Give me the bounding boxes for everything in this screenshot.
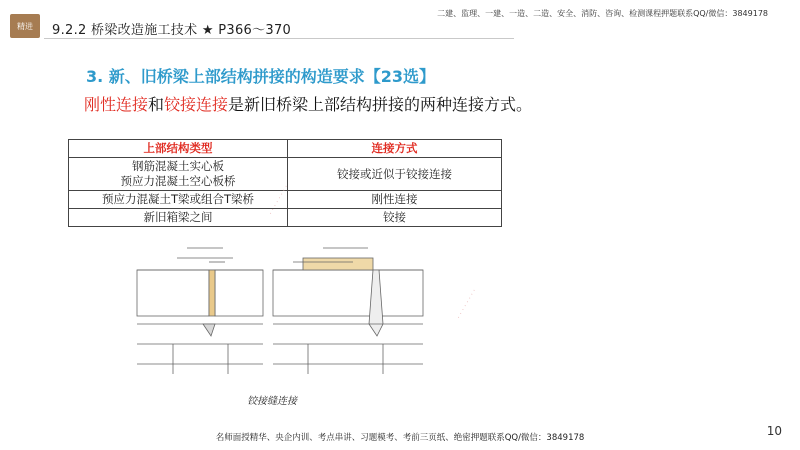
table-cell-method: 铰接或近似于铰接连接 [288, 158, 502, 191]
figure-caption: 铰接缝连接 [247, 396, 297, 407]
brand-logo: 精进 [10, 14, 40, 38]
connection-table [68, 139, 502, 227]
hinge-joint-figure [133, 244, 433, 384]
table-header-method: 连接方式 [288, 140, 502, 158]
section-title: 9.2.2 桥梁改造施工技术 ★ P366～370 [52, 23, 292, 38]
table-cell-type [69, 158, 288, 191]
table-cell-type: 新旧箱梁之间 [69, 209, 288, 227]
header-divider [44, 38, 514, 39]
table-header-row [69, 140, 502, 158]
intro-highlight-rigid: 刚性连接 [84, 95, 149, 114]
right-detail-drawing [273, 248, 423, 374]
table-cell-line: 钢筋混凝土实心板 [132, 159, 224, 173]
intro-highlight-hinged: 铰接连接 [164, 95, 229, 114]
footer-contact-text: 名师面授精华、央企内训、考点串讲、习题模考、考前三页纸、绝密押题联系QQ/微信：3849178 [215, 433, 585, 443]
table-cell-type: 预应力混凝土T梁或组合T梁桥 [69, 191, 288, 209]
left-detail-drawing [137, 248, 263, 374]
intro-connector: 和 [148, 95, 165, 114]
table-cell-method: 刚性连接 [288, 191, 502, 209]
table-row [69, 209, 502, 227]
header-contact-text: 二建、监理、一建、一造、二造、安全、消防、咨询、检测课程押题联系QQ/微信：3849178 [437, 9, 768, 18]
intro-sentence [84, 92, 532, 115]
page-number: 10 [766, 424, 782, 438]
watermark: · · · · · · · · [266, 183, 291, 217]
watermark: · · · · · · · · [454, 287, 479, 321]
page-heading: 3. 新、旧桥梁上部结构拼接的构造要求【23选】 [86, 67, 436, 86]
table-cell-method: 铰接 [288, 209, 502, 227]
table-header-type: 上部结构类型 [69, 140, 288, 158]
intro-rest: 是新旧桥梁上部结构拼接的两种连接方式。 [228, 95, 533, 114]
table-cell-line: 预应力混凝土空心板桥 [120, 174, 236, 188]
